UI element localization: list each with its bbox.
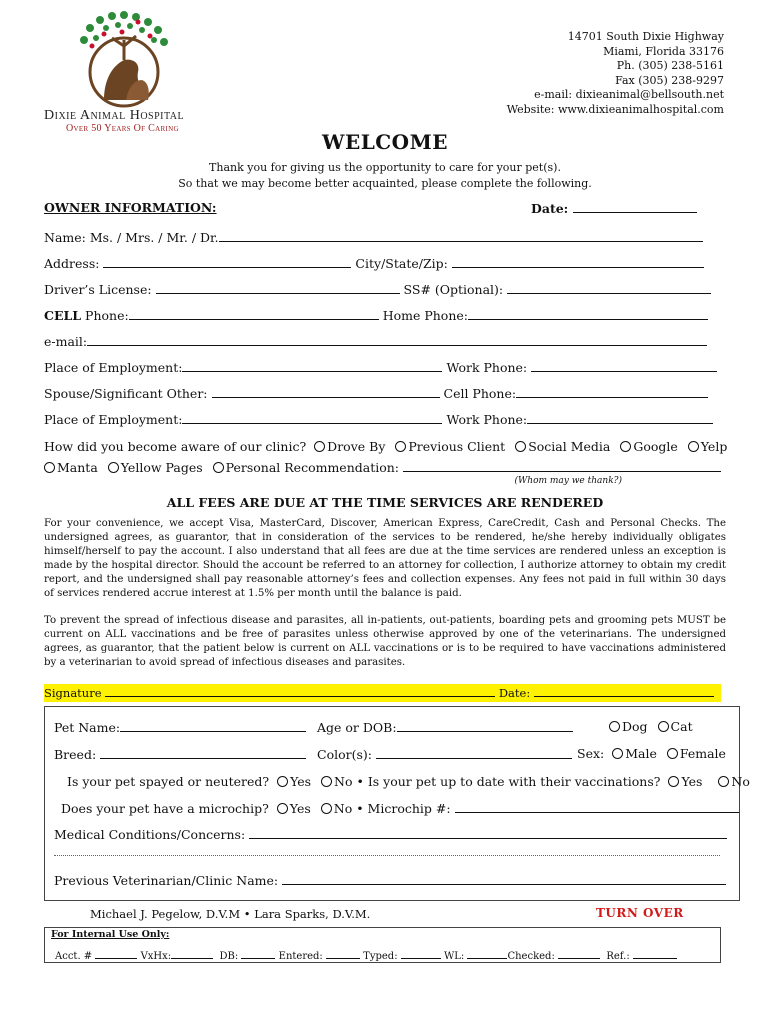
option-personal-recommendation: Personal Recommendation: (225, 460, 400, 475)
radio-cat[interactable] (658, 721, 669, 732)
spayed-no-label: No (334, 774, 353, 789)
vxhx-field[interactable] (171, 946, 213, 959)
referral-row-1 (44, 439, 728, 454)
wl-field[interactable] (467, 946, 507, 959)
option-yelp: Yelp (700, 439, 728, 454)
spouse-label: Spouse/Significant Other: (44, 386, 208, 401)
medical-field[interactable] (249, 826, 727, 839)
signature-label: Signature (44, 686, 102, 700)
page-title: WELCOME (322, 130, 448, 154)
work-phone2-label: Work Phone: (446, 412, 528, 427)
microchip-question: Does your pet have a microchip? (61, 801, 269, 816)
logo-tagline: Over 50 Years Of Caring (66, 123, 179, 134)
prev-vet-field[interactable] (282, 872, 726, 885)
radio-male[interactable] (612, 748, 623, 759)
vacc-yes-label: Yes (681, 774, 703, 789)
name-field[interactable] (219, 229, 703, 242)
spayed-yes-label: Yes (290, 774, 312, 789)
radio-vacc-yes[interactable] (668, 776, 679, 787)
pet-name-field[interactable] (120, 719, 306, 732)
medical-row (54, 826, 727, 842)
radio-google[interactable] (620, 441, 631, 452)
address-row (44, 255, 716, 271)
contact-block (507, 30, 724, 117)
contact-website: Website: www.dixieanimalhospital.com (506, 102, 724, 116)
internal-title: For Internal Use Only: (51, 929, 170, 940)
vxhx-label: VxHx: (140, 951, 172, 962)
email-label: e-mail: (44, 334, 88, 349)
chip-no-label: No (333, 801, 353, 816)
phone-row (44, 307, 716, 323)
ss-label: SS# (Optional): (403, 282, 504, 297)
acct-field[interactable] (95, 946, 137, 959)
pet-name-row (54, 719, 306, 735)
radio-manta[interactable] (44, 462, 55, 473)
name-label: Name: Ms. / Mrs. / Mr. / Dr. (44, 230, 219, 245)
option-google: Google (633, 439, 678, 454)
spouse-field[interactable] (212, 385, 440, 398)
license-field[interactable] (156, 281, 400, 294)
signature-row (44, 684, 721, 702)
medical-extra-line[interactable] (54, 855, 720, 856)
microchip-row (61, 800, 739, 816)
spouse-cell-field[interactable] (516, 385, 708, 398)
employment-label: Place of Employment: (44, 360, 183, 375)
checked-field[interactable] (558, 946, 600, 959)
radio-spayed-yes[interactable] (277, 776, 288, 787)
microchip-number-field[interactable] (455, 800, 739, 813)
signature-date-label: Date: (498, 686, 531, 700)
microchip-number-label: • Microchip #: (356, 801, 451, 816)
tree-pet-logo-icon (42, 10, 202, 120)
pet-name-label: Pet Name: (54, 720, 121, 735)
colors-label: Color(s): (317, 747, 372, 762)
intro-line-2: So that we may become better acquainted, please complete the following. (178, 177, 592, 190)
cell-label-bold: CELL (44, 308, 82, 323)
name-row (44, 229, 716, 245)
employment2-row (44, 411, 716, 427)
radio-vacc-no[interactable] (718, 776, 729, 787)
option-yellow-pages: Yellow Pages (120, 460, 203, 475)
contact-fax: Fax (305) 238-9297 (615, 73, 724, 87)
radio-drove-by[interactable] (314, 441, 325, 452)
age-field[interactable] (397, 719, 573, 732)
radio-chip-yes[interactable] (277, 803, 288, 814)
cat-label: Cat (670, 719, 693, 734)
doctors-line: Michael J. Pegelow, D.V.M • Lara Sparks, D.V.M. (90, 907, 371, 921)
acct-label: Acct. # (55, 951, 93, 962)
employment-field[interactable] (182, 359, 442, 372)
fees-title: ALL FEES ARE DUE AT THE TIME SERVICES ARE RENDERED (166, 495, 604, 510)
typed-label: Typed: (363, 951, 398, 962)
radio-dog[interactable] (609, 721, 620, 732)
prev-vet-label: Previous Veterinarian/Clinic Name: (54, 873, 279, 888)
radio-yellow-pages[interactable] (108, 462, 119, 473)
radio-spayed-no[interactable] (321, 776, 332, 787)
internal-fields-row (55, 946, 677, 962)
dog-label: Dog (622, 719, 648, 734)
internal-use-box (44, 927, 721, 963)
referral-question: How did you become aware of our clinic? (44, 439, 307, 454)
medical-label: Medical Conditions/Concerns: (54, 827, 246, 842)
license-label: Driver’s License: (44, 282, 152, 297)
city-field[interactable] (452, 255, 704, 268)
vacc-no-label: No (731, 774, 750, 789)
contact-street: 14701 South Dixie Highway (567, 30, 724, 43)
turn-over-label: TURN OVER (596, 906, 684, 920)
address-field[interactable] (103, 255, 351, 268)
work-phone-field[interactable] (531, 359, 717, 372)
female-label: Female (679, 746, 726, 761)
employment2-label: Place of Employment: (44, 412, 183, 427)
chip-yes-label: Yes (289, 801, 311, 816)
ref-field[interactable] (633, 946, 677, 959)
city-label: City/State/Zip: (355, 256, 448, 271)
contact-city: Miami, Florida 33176 (603, 44, 724, 58)
employment-row (44, 359, 716, 375)
fees-paragraph: For your convenience, we accept Visa, MasterCard, Discover, American Express, CareCredit, Cash and Personal Checks. The undersigned agrees, as guarantor, that in consideration of the services to be rendered, he/she hereby individually obligates himself/herself to pay the account. I also understand that all fees are due at the time services are rendered unless an exception is made by the hospital director. Should the account be referred to an attorney for collection, I authorize attorney to obtain my credit report, and the undersigned shall pay reasonable attorney’s fees and collection expenses. Any fees not paid in full within 30 days of services rendered accrue interest at 1.5% per month until the balance is paid. (44, 518, 726, 599)
age-row (317, 719, 573, 735)
species-row (605, 719, 693, 734)
radio-female[interactable] (667, 748, 678, 759)
option-drove-by: Drove By (327, 439, 386, 454)
spouse-cell-label: Cell Phone: (443, 386, 517, 401)
age-label: Age or DOB: (317, 720, 397, 735)
sex-label: Sex: (577, 746, 605, 761)
referral-row-2 (44, 459, 716, 475)
spayed-row (67, 774, 750, 789)
colors-row (317, 746, 572, 762)
contact-email: e-mail: dixieanimal@bellsouth.net (534, 88, 724, 101)
radio-personal-recommendation[interactable] (213, 462, 224, 473)
sex-row (577, 746, 726, 761)
db-field[interactable] (241, 946, 275, 959)
date-label: Date: (531, 201, 569, 216)
cell-phone-field[interactable] (129, 307, 379, 320)
home-phone-label: Home Phone: (382, 308, 468, 323)
spouse-row (44, 385, 716, 401)
radio-yelp[interactable] (688, 441, 699, 452)
employment2-field[interactable] (182, 411, 442, 424)
contact-phone: Ph. (305) 238-5161 (616, 59, 724, 72)
entered-label: Entered: (278, 951, 323, 962)
whom-note: (Whom may we thank?) (514, 476, 622, 486)
breed-label: Breed: (54, 747, 97, 762)
db-label: DB: (219, 951, 239, 962)
ref-label: Ref.: (606, 951, 630, 962)
intro-line-1: Thank you for giving us the opportunity to care for your pet(s). (209, 161, 561, 174)
work-phone-label: Work Phone: (446, 360, 528, 375)
owner-heading: OWNER INFORMATION: (44, 200, 217, 215)
recommendation-field[interactable] (403, 459, 721, 472)
email-row (44, 333, 716, 349)
signature-field[interactable] (105, 684, 495, 697)
pet-information-box (44, 706, 750, 901)
radio-chip-no[interactable] (321, 803, 332, 814)
license-row (44, 281, 716, 297)
signature-date-field[interactable] (534, 684, 714, 697)
date-field[interactable] (573, 200, 697, 213)
male-label: Male (625, 746, 657, 761)
work-phone2-field[interactable] (527, 411, 713, 424)
email-field[interactable] (87, 333, 707, 346)
radio-social-media[interactable] (515, 441, 526, 452)
home-phone-field[interactable] (468, 307, 708, 320)
ss-field[interactable] (507, 281, 711, 294)
logo-name: Dixie Animal Hospital (44, 108, 185, 123)
owner-heading-row (44, 200, 716, 215)
option-manta: Manta (57, 460, 98, 475)
checked-label: Checked: (507, 951, 555, 962)
spayed-question: Is your pet spayed or neutered? (67, 774, 270, 789)
intro-text (0, 160, 770, 192)
prev-vet-row (54, 872, 726, 888)
typed-field[interactable] (401, 946, 441, 959)
breed-row (54, 746, 306, 762)
wl-label: WL: (443, 951, 465, 962)
cell-label: Phone: (85, 308, 129, 323)
colors-field[interactable] (376, 746, 572, 759)
vaccination-paragraph: To prevent the spread of infectious disease and parasites, all in-patients, out-patients, boarding pets and grooming pets MUST be current on ALL vaccinations and be free of parasites unless otherwise approved by one of the veterinarians. The undersigned agrees, as guarantor, that the patient below is current on ALL vaccinations or is to be required to have vaccinations administered by a veterinarian to avoid spread of infectious diseases and parasites. (44, 615, 726, 668)
address-label: Address: (44, 256, 100, 271)
breed-field[interactable] (100, 746, 306, 759)
vaccination-question: • Is your pet up to date with their vaccinations? (356, 774, 661, 789)
option-social-media: Social Media (528, 439, 611, 454)
entered-field[interactable] (326, 946, 360, 959)
option-previous-client: Previous Client (408, 439, 506, 454)
radio-previous-client[interactable] (395, 441, 406, 452)
